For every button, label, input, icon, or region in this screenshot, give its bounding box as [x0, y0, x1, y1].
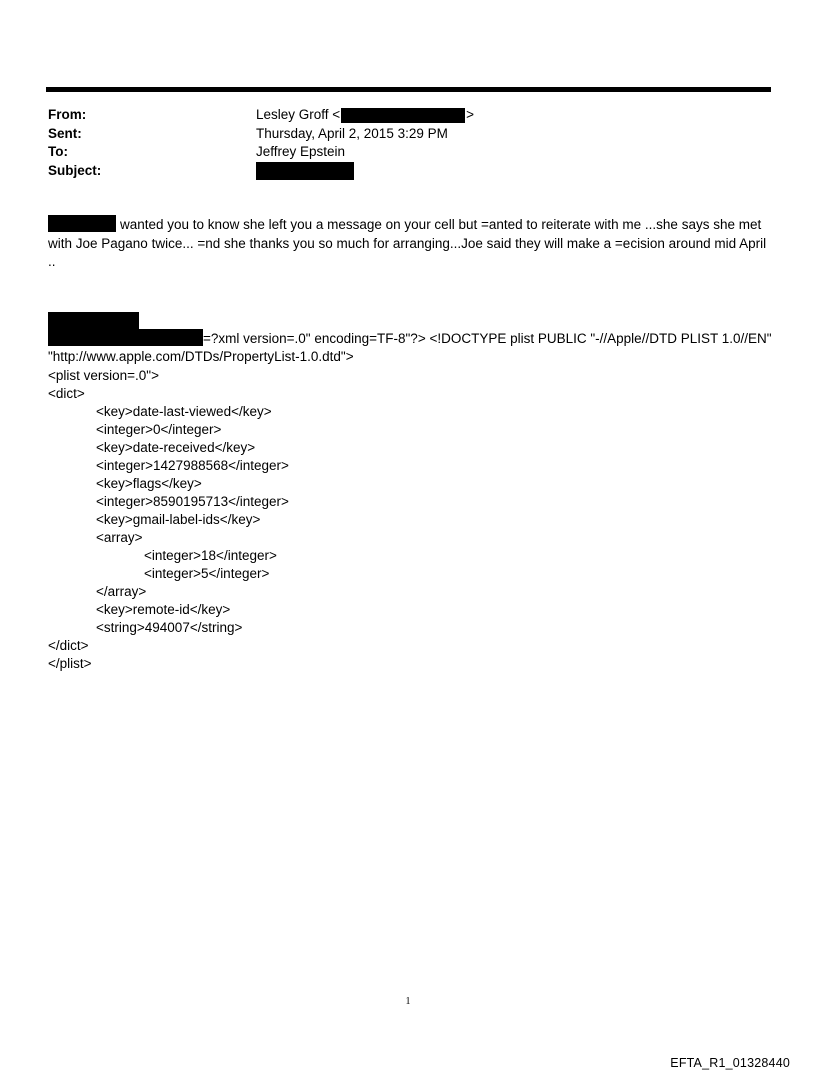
code-line: <key>gmail-label-ids</key>	[96, 511, 261, 527]
sent-label: Sent:	[48, 125, 82, 141]
code-line: <plist version=.0">	[48, 367, 159, 383]
message-line	[48, 215, 772, 235]
subject-row	[48, 162, 768, 181]
plist-code	[48, 367, 772, 673]
message-line: ..	[48, 254, 56, 269]
page-number: 1	[405, 996, 411, 1007]
from-value	[256, 106, 768, 125]
code-line: <array>	[96, 529, 143, 545]
sender-name: Lesley Groff <	[256, 107, 341, 122]
code-line: <dict>	[48, 385, 85, 401]
code-line: <string>494007</string>	[96, 619, 243, 635]
sent-row	[48, 125, 768, 144]
to-value: Jeffrey Epstein	[256, 144, 346, 159]
redacted-block	[48, 312, 139, 329]
dtd-url-line: "http://www.apple.com/DTDs/PropertyList-1.0.dtd">	[48, 349, 354, 364]
redacted-subject	[256, 162, 354, 180]
subject-label: Subject:	[48, 162, 102, 178]
sent-value: Thursday, April 2, 2015 3:29 PM	[256, 125, 448, 141]
code-line: <key>date-last-viewed</key>	[96, 403, 272, 419]
email-body	[48, 215, 772, 673]
redacted-inline	[48, 329, 203, 346]
code-line: <integer>8590195713</integer>	[96, 493, 289, 509]
spacer	[48, 294, 772, 312]
paragraph-gap	[48, 272, 772, 294]
document-id: EFTA_R1_01328440	[670, 1056, 790, 1070]
code-line: <key>remote-id</key>	[96, 601, 231, 617]
code-line: </array>	[96, 583, 147, 599]
xml-declaration-line	[48, 329, 772, 349]
code-line: <key>date-received</key>	[96, 439, 256, 455]
message-line: with Joe Pagano twice... =nd she thanks you so much for arranging...Joe said they will make a =ecision around mid April	[48, 235, 767, 251]
code-line: <integer>5</integer>	[144, 565, 270, 581]
from-row	[48, 106, 768, 125]
code-line: <integer>1427988568</integer>	[96, 457, 289, 473]
code-line: <integer>18</integer>	[144, 547, 277, 563]
to-row	[48, 143, 768, 162]
email-header	[48, 106, 768, 180]
from-label: From:	[48, 107, 87, 122]
to-label: To:	[48, 144, 68, 159]
message-text-1: wanted you to know she left you a message on your cell but =anted to reiterate with me ...she says she met	[120, 217, 762, 232]
code-line: <key>flags</key>	[96, 475, 202, 491]
xml-declaration: =?xml version=.0" encoding=TF-8"?> <!DOCTYPE plist PUBLIC "-//Apple//DTD PLIST 1.0//EN"	[203, 330, 772, 346]
sender-close-bracket: >	[466, 107, 475, 122]
code-line: </dict>	[48, 637, 89, 653]
redacted-email	[341, 108, 465, 123]
redacted-name	[48, 215, 116, 232]
code-line: <integer>0</integer>	[96, 421, 222, 437]
subject-value	[256, 162, 768, 181]
header-divider	[46, 87, 771, 92]
code-line: </plist>	[48, 655, 92, 671]
